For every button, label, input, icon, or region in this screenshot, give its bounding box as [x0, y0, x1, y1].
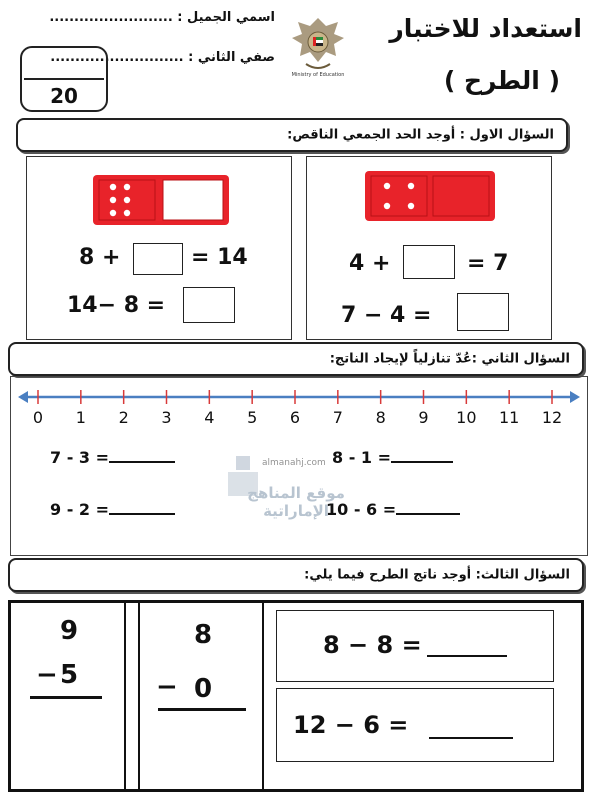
domino-four-icon	[363, 169, 497, 223]
student-name-field[interactable]: اسمي الجميل : .........................	[49, 10, 275, 25]
q2-eq-c-blank[interactable]	[109, 513, 175, 515]
q1-left-eq2: 14− 8 =	[67, 293, 166, 318]
tick-label-11: 11	[498, 408, 520, 427]
worksheet-subtitle: ( الطرح )	[443, 66, 560, 95]
tick-label-12: 12	[541, 408, 563, 427]
tick-label-3: 3	[161, 408, 172, 427]
q3-col1-rule	[30, 696, 102, 699]
q1-left-eq1-right: = 14	[191, 245, 248, 270]
q2-eq-b-blank[interactable]	[391, 461, 453, 463]
q2-eq-a-blank[interactable]	[109, 461, 175, 463]
q3-title: السؤال الثالث: أوجد ناتج الطرح فيما يلي:	[304, 567, 570, 583]
arrow-left-icon	[18, 391, 28, 403]
tick-label-8: 8	[375, 408, 386, 427]
tick-label-1: 1	[75, 408, 86, 427]
q3-divider-3	[262, 602, 264, 790]
tick-labels	[16, 408, 582, 430]
emblem-caption: Ministry of Education	[291, 72, 345, 78]
q3-box-top	[276, 610, 554, 682]
q3-col2-rule	[158, 708, 246, 711]
q2-eq-d-text: 10 - 6 =	[326, 500, 397, 519]
q1-right-answer-box-1[interactable]	[403, 245, 455, 279]
tick-label-2: 2	[118, 408, 129, 427]
q3-col1-bottom: 5	[60, 660, 79, 690]
tick-label-6: 6	[289, 408, 301, 427]
q2-eq-a-text: 7 - 3 =	[50, 448, 110, 467]
q3-col1-minus: −	[36, 660, 58, 690]
domino-six-icon	[91, 173, 231, 227]
q1-left-eq1-left: 8 +	[79, 245, 121, 270]
q1-right-eq1-right: = 7	[467, 251, 509, 276]
q2-banner	[8, 342, 584, 376]
q1-left-answer-box-1[interactable]	[133, 243, 183, 275]
worksheet-title: استعداد للاختبار	[389, 14, 582, 43]
q3-divider-2	[138, 602, 140, 790]
q1-title: السؤال الاول : أوجد الحد الجمعي الناقص:	[287, 127, 554, 143]
watermark-text: موقع المناهج الإماراتية	[247, 484, 345, 520]
watermark-site: almanahj.com	[262, 458, 326, 468]
q1-left-answer-box-2[interactable]	[183, 287, 235, 323]
q3-col2-top: 8	[194, 620, 213, 650]
q3-eq-bottom-blank[interactable]	[429, 737, 513, 739]
q2-eq-c	[50, 500, 175, 519]
q1-right-eq1-left: 4 +	[349, 251, 391, 276]
q3-divider-1	[124, 602, 126, 790]
q3-eq-top: 8 − 8 =	[323, 631, 422, 659]
tick-label-9: 9	[418, 408, 429, 427]
q2-eq-a	[50, 448, 175, 467]
q2-eq-c-text: 9 - 2 =	[50, 500, 110, 519]
total-score: 20	[50, 84, 78, 108]
tick-label-4: 4	[204, 408, 215, 427]
q1-left-panel	[26, 156, 292, 340]
q3-col2-minus: −	[156, 672, 178, 702]
q3-eq-bottom: 12 − 6 =	[293, 711, 409, 739]
q1-banner	[16, 118, 568, 152]
q3-col2-bottom: 0	[194, 674, 213, 704]
tick-label-7: 7	[332, 408, 343, 427]
arrow-right-icon	[570, 391, 580, 403]
tick-label-0: 0	[32, 408, 44, 427]
q2-eq-d-blank[interactable]	[396, 513, 460, 515]
q3-eq-top-blank[interactable]	[427, 655, 507, 657]
q3-box-bottom	[276, 688, 554, 762]
student-grade-field[interactable]: صفي الثاني : ...........................	[50, 50, 275, 65]
tick-label-10: 10	[456, 408, 477, 427]
q1-right-panel	[306, 156, 552, 340]
q1-right-answer-box-2[interactable]	[457, 293, 509, 331]
q2-eq-b-text: 8 - 1 =	[332, 448, 392, 467]
score-divider	[24, 78, 104, 80]
q2-title: السؤال الثاني :عُدّ تنازلياً لإيجاد الناتج:	[329, 351, 570, 367]
q3-banner	[8, 558, 584, 592]
tick-label-5: 5	[247, 408, 258, 427]
q3-col1-top: 9	[60, 616, 79, 646]
q1-right-eq2: 7 − 4 =	[341, 303, 432, 328]
q2-eq-b	[332, 448, 453, 467]
